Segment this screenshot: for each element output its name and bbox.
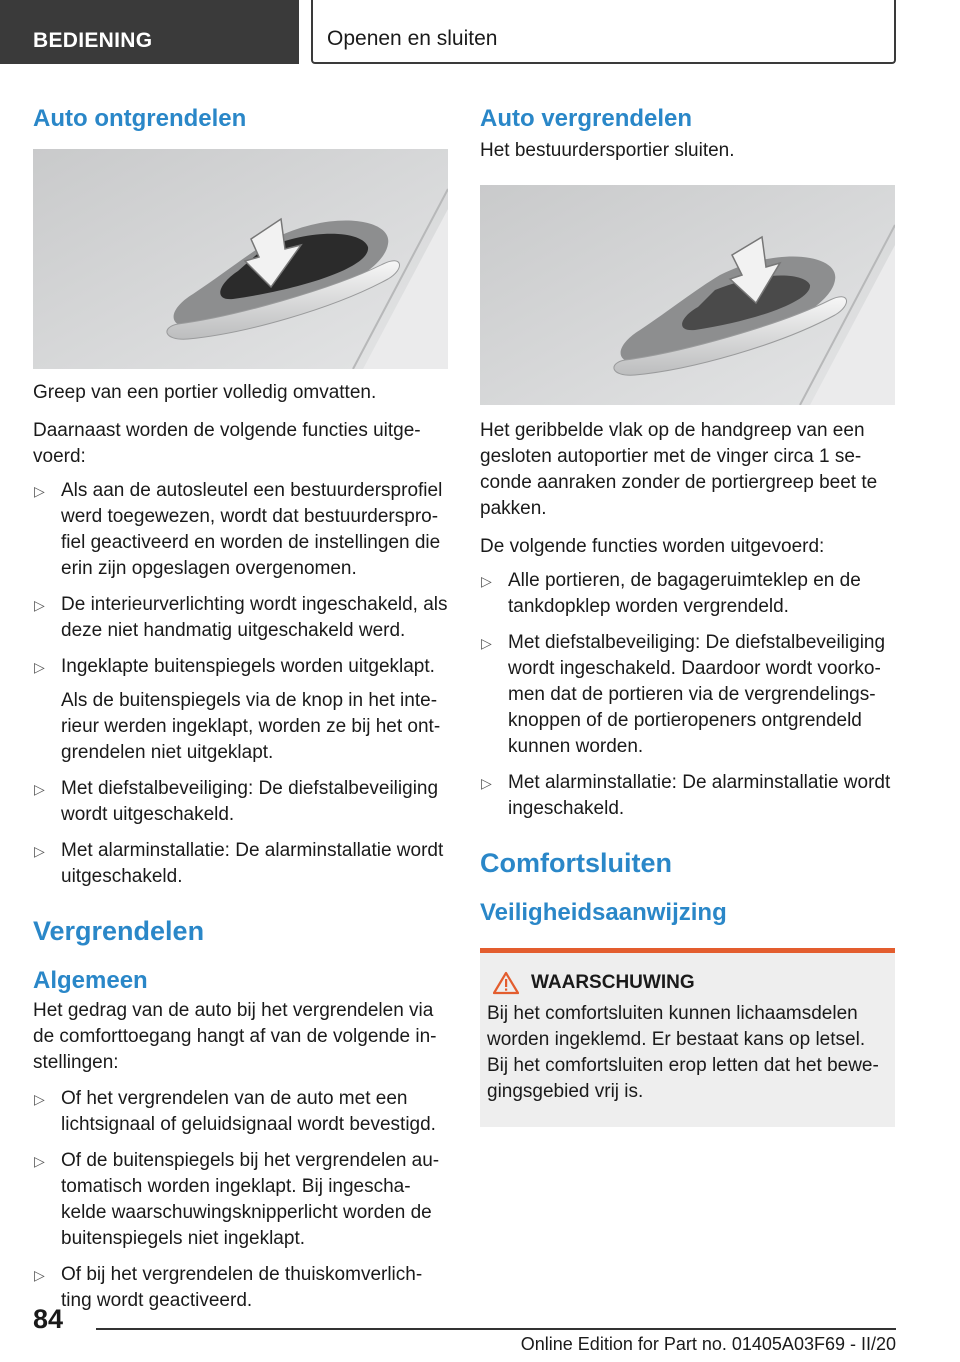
general-heading: Algemeen <box>33 967 148 994</box>
lock-function-list <box>480 568 895 822</box>
list-item: ▷ Met alarminstallatie: De alarminstallatie wordt uitgeschakeld. <box>34 840 444 887</box>
list-item: ▷ Met diefstalbeveiliging: De diefstalbeveiliging wordt uitgeschakeld. <box>34 778 439 825</box>
list-item: ▷ Als aan de autosleutel een bestuurdersprofiel werd toegewezen, wordt dat bestuurderspro-fiel geactiveerd en worden de instellingen die erin zijn opgeslagen overgenomen. <box>34 480 443 579</box>
bullet-icon: ▷ <box>34 781 45 797</box>
unlock-function-list <box>33 478 448 680</box>
lock-heading: Vergrendelen <box>33 916 205 946</box>
list-item: ▷ De interieurverlichting wordt ingeschakeld, als deze niet handmatig uitgeschakeld werd. <box>34 594 448 641</box>
bullet-icon: ▷ <box>34 597 45 613</box>
bullet-icon: ▷ <box>34 1153 45 1169</box>
lock-functions-intro: De volgende functies worden uitgevoerd: <box>480 536 825 557</box>
section-label: BEDIENING <box>0 0 299 64</box>
right-column <box>480 102 895 1127</box>
unlock-functions-intro: Daarnaast worden de volgende functies uitge-voerd: <box>33 420 421 467</box>
bullet-icon: ▷ <box>34 659 45 675</box>
warning-box <box>480 948 895 1127</box>
lock-car-caption: Het geribbelde vlak op de handgreep van een gesloten autoportier met de vinger circa 1 se-conde aanraken zonder de portiergreep beet te pakken. <box>480 420 878 519</box>
mirror-note: Als de buitenspiegels via de knop in het inte-rieur werden ingeklapt, worden ze bij het ont-grendelen niet uitgeklapt. <box>61 690 441 763</box>
left-column <box>33 102 448 1314</box>
comfort-heading: Comfortsluiten <box>480 848 672 878</box>
bullet-icon: ▷ <box>481 775 492 791</box>
page-header <box>0 0 960 64</box>
door-handle-lock-image <box>480 185 895 405</box>
bullet-icon: ▷ <box>34 1091 45 1107</box>
footer-rule <box>96 1328 896 1330</box>
unlock-heading: Auto ontgrendelen <box>33 105 247 132</box>
topic-label: Openen en sluiten <box>311 0 896 64</box>
list-item: ▷ Of de buitenspiegels bij het vergrendelen au-tomatisch worden ingeklapt. Bij ingescha-kelde waarschuwingsknipperlicht worden de buitenspiegels niet ingeklapt. <box>34 1150 440 1249</box>
lock-car-intro: Het bestuurdersportier sluiten. <box>480 140 735 161</box>
unlock-caption: Greep van een portier volledig omvatten. <box>33 382 377 403</box>
warning-title-text: WAARSCHUWING <box>531 972 695 993</box>
list-item: ▷ Ingeklapte buitenspiegels worden uitgeklapt. <box>33 654 448 680</box>
bullet-icon: ▷ <box>34 1267 45 1283</box>
bullet-icon: ▷ <box>481 573 492 589</box>
general-settings-list <box>33 1086 448 1314</box>
unlock-function-list-cont <box>33 776 448 890</box>
safety-heading: Veiligheidsaanwijzing <box>480 899 727 926</box>
general-intro: Het gedrag van de auto bij het vergrendelen via de comforttoegang hangt af van de volgende in-stellingen: <box>33 1000 437 1073</box>
list-item: ▷ Of bij het vergrendelen de thuiskomverlich-ting wordt geactiveerd. <box>34 1264 423 1311</box>
warning-triangle-icon <box>493 971 519 995</box>
bullet-icon: ▷ <box>34 483 45 499</box>
list-item: ▷ Met diefstalbeveiliging: De diefstalbeveiliging wordt ingeschakeld. Daardoor wordt voorko-men dat de portieren via de vergrendelings-knoppen of de portieropeners ontgrendeld kunnen worden. <box>481 632 886 757</box>
bullet-icon: ▷ <box>481 635 492 651</box>
list-item: ▷ Alle portieren, de bagageruimteklep en de tankdopklep worden vergrendeld. <box>481 570 861 617</box>
lock-car-heading: Auto vergrendelen <box>480 105 693 132</box>
page-footer <box>0 1296 960 1362</box>
page-number: 84 <box>33 1304 64 1334</box>
warning-title <box>487 971 885 995</box>
bullet-icon: ▷ <box>34 843 45 859</box>
list-item: ▷ Met alarminstallatie: De alarminstallatie wordt ingeschakeld. <box>481 772 891 819</box>
door-handle-unlock-image <box>33 149 448 369</box>
list-item: ▷ Of het vergrendelen van de auto met een lichtsignaal of geluidsignaal wordt bevestigd. <box>34 1088 436 1135</box>
edition-label: Online Edition for Part no. 01405A03F69 - II/20 <box>520 1334 896 1354</box>
warning-text: Bij het comfortsluiten kunnen lichaamsdelen worden ingeklemd. Er bestaat kans op letsel. Bij het comfortsluiten erop letten dat het bewe-gingsgebied vrij is. <box>487 1003 879 1102</box>
